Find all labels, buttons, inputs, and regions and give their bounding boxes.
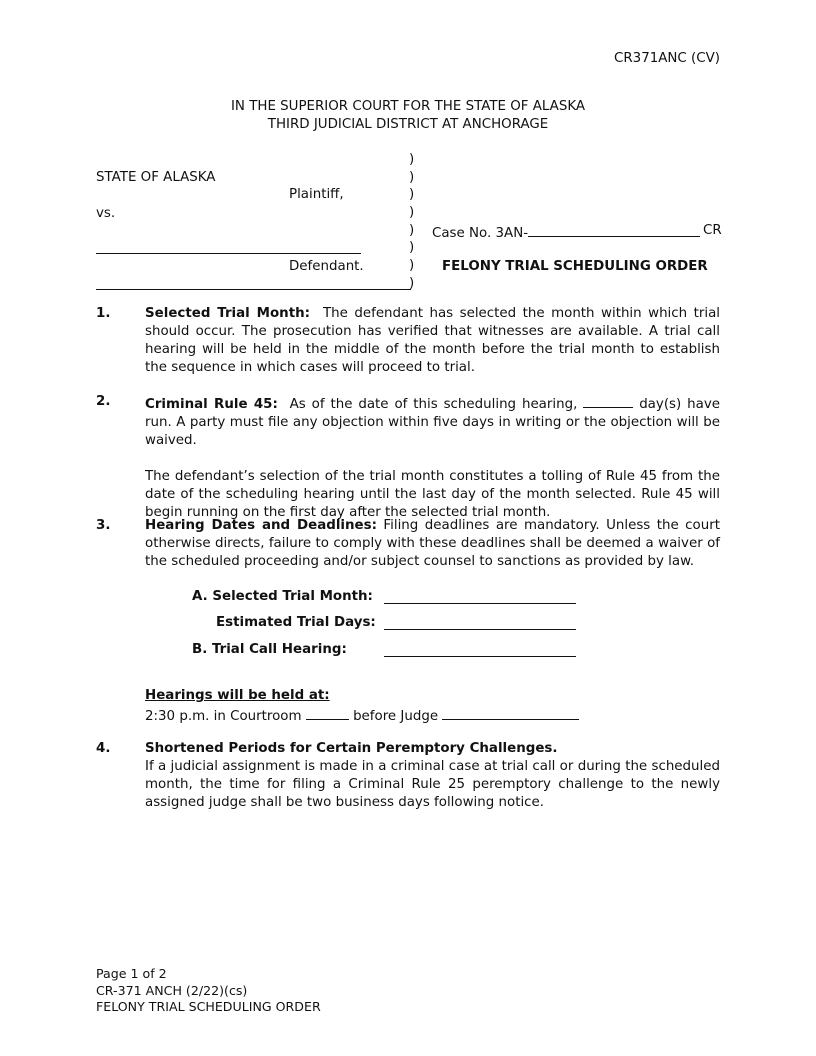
- plaintiff-label: Plaintiff,: [289, 187, 344, 202]
- section-number: 2.: [96, 394, 111, 409]
- paren: ): [409, 258, 415, 274]
- paren: ): [409, 187, 415, 203]
- section-selected-trial-month: [96, 305, 720, 377]
- days-run-field[interactable]: [583, 393, 633, 408]
- section-heading: Hearing Dates and Deadlines:: [145, 518, 377, 533]
- section-criminal-rule-45: [96, 393, 720, 522]
- page-number: Page 1 of 2: [96, 966, 167, 981]
- defendant-name-line[interactable]: [96, 253, 361, 254]
- page-footer: [96, 966, 321, 1016]
- section-text: day(s) have run. A party must file any objection within five days in writing or the objection will be waived.: [145, 397, 720, 448]
- section-heading: Selected Trial Month:: [145, 306, 311, 321]
- plaintiff-name: STATE OF ALASKA: [96, 170, 216, 185]
- section-heading: Criminal Rule 45:: [145, 397, 278, 412]
- court-heading: [0, 98, 816, 134]
- court-name: IN THE SUPERIOR COURT FOR THE STATE OF ALASKA: [230, 99, 586, 114]
- case-number: [432, 222, 700, 243]
- section-text: If a judicial assignment is made in a criminal case at trial call or during the scheduled month, the time for filing a Criminal Rule 25 peremptory challenge to the newly assigned judge shall be two business days following notice.: [145, 759, 720, 810]
- trial-call-hearing-field[interactable]: [384, 656, 576, 657]
- estimated-trial-days-field[interactable]: [384, 629, 576, 630]
- paren: ): [409, 240, 415, 256]
- paren: ): [409, 205, 415, 221]
- section-peremptory-challenges: [96, 740, 720, 812]
- courtroom-field[interactable]: [306, 705, 349, 720]
- field-label: Estimated Trial Days:: [216, 615, 376, 630]
- paren: ): [409, 275, 415, 291]
- hearing-time: 2:30 p.m. in Courtroom: [145, 709, 302, 724]
- section-text: The defendant has selected the month within which trial should occur. The prosecution has verified that witnesses are available. A trial call hearing will be held in the middle of the month before the trial month to establish the sequence in which cases will proceed to trial.: [145, 306, 721, 375]
- order-title: FELONY TRIAL SCHEDULING ORDER: [442, 259, 708, 274]
- section-text: As of the date of this scheduling hearing,: [289, 397, 578, 412]
- paren: ): [409, 169, 415, 185]
- section-heading: Shortened Periods for Certain Peremptory Challenges.: [145, 741, 558, 756]
- section-number: 4.: [96, 741, 111, 756]
- field-label: A. Selected Trial Month:: [192, 589, 373, 604]
- judge-field[interactable]: [442, 705, 579, 720]
- section-number: 1.: [96, 306, 111, 321]
- hearings-heading: Hearings will be held at:: [145, 688, 330, 703]
- tolling-paragraph: The defendant’s selection of the trial month constitutes a tolling of Rule 45 from the date of the scheduling hearing until the last day of the month selected. Rule 45 will begin running on the first day after the selected trial month.: [145, 469, 720, 520]
- footer-title: FELONY TRIAL SCHEDULING ORDER: [96, 999, 321, 1014]
- section-number: 3.: [96, 518, 111, 533]
- section-text: Filing deadlines are mandatory. Unless the court otherwise directs, failure to comply with these deadlines shall be deemed a waiver of the scheduled proceeding and/or subject counsel to sanctions as provided by law.: [145, 518, 720, 569]
- case-number-prefix: Case No. 3AN-: [432, 226, 529, 241]
- form-code: CR371ANC (CV): [614, 51, 720, 66]
- case-number-suffix: CR: [703, 223, 722, 238]
- court-district: THIRD JUDICIAL DISTRICT AT ANCHORAGE: [267, 117, 549, 132]
- caption-bottom-rule: [96, 289, 411, 290]
- caption-parentheses: [409, 151, 421, 293]
- paren: ): [409, 152, 415, 167]
- hearing-location: [145, 705, 579, 726]
- field-label: B. Trial Call Hearing:: [192, 642, 347, 657]
- paren: ): [409, 222, 415, 238]
- case-number-field[interactable]: [528, 222, 700, 237]
- versus-label: vs.: [96, 206, 116, 221]
- defendant-label: Defendant.: [289, 259, 364, 274]
- form-number: CR-371 ANCH (2/22)(cs): [96, 982, 248, 998]
- section-hearing-dates: [96, 517, 720, 571]
- selected-trial-month-field[interactable]: [384, 603, 576, 604]
- before-judge-label: before Judge: [353, 709, 439, 724]
